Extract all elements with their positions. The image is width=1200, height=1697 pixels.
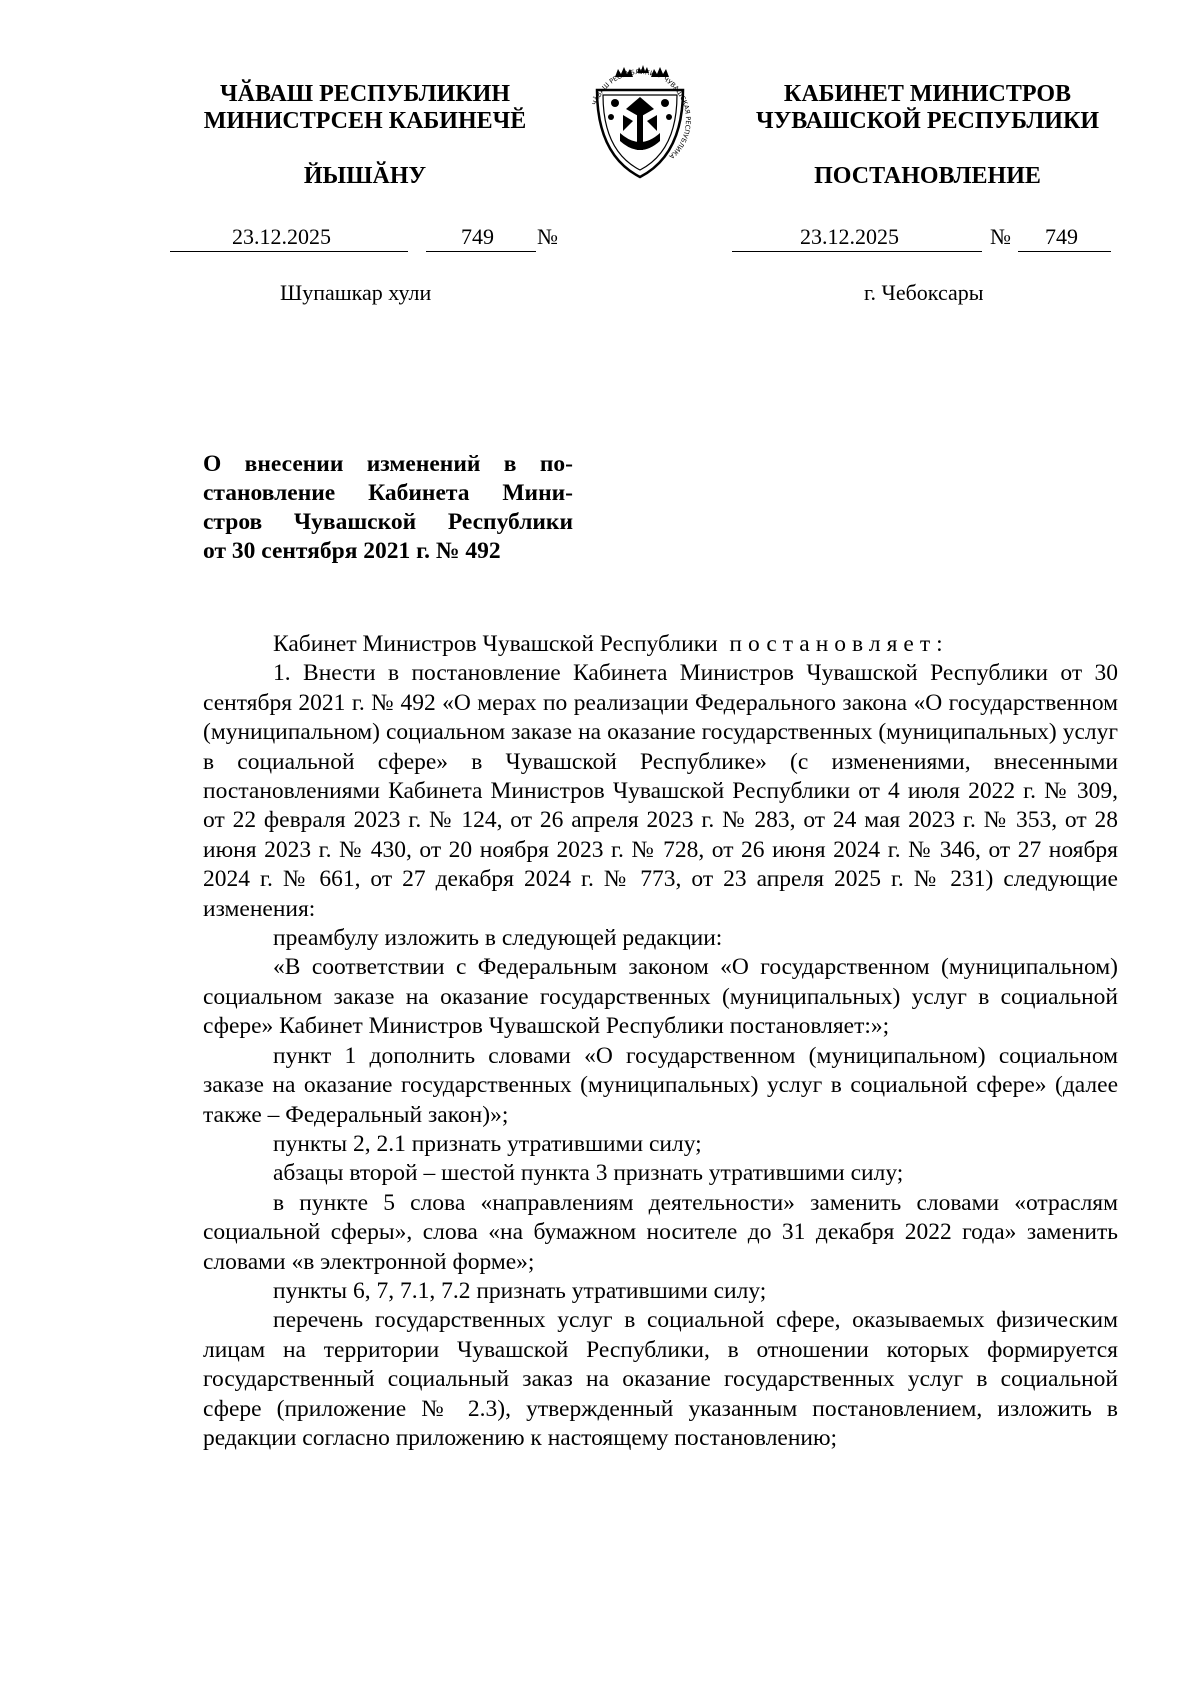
right-number: 749 xyxy=(1045,224,1078,249)
document-body xyxy=(203,630,1118,1453)
body-paragraph: пункты 6, 7, 7.1, 7.2 признать утратившими силу; xyxy=(273,1277,767,1304)
title-line3: стров Чувашской Республики xyxy=(203,509,573,535)
body-paragraph: в пункте 5 слова «направлениям деятельности» заменить словами «отраслям социальной сферы», слова «на бумажном носителе до 31 декабря 2022 года» заменить словами «в электронной форме»; xyxy=(203,1189,1118,1275)
header-right-title xyxy=(715,81,1140,135)
title-line4: от 30 сентября 2021 г. № 492 xyxy=(203,538,501,564)
left-date: 23.12.2025 xyxy=(232,224,331,249)
emblem-ring-text: ЧĂВАШ РЕСПУБЛИКИ ✦ ЧУВАШСКАЯ РЕСПУБЛИКА xyxy=(590,67,693,161)
right-date-underline xyxy=(732,251,982,252)
chuvash-emblem-icon xyxy=(575,55,705,185)
body-paragraph: абзацы второй – шестой пункта 3 признать утратившими силу; xyxy=(273,1160,904,1187)
intro-spaced: постановляет: xyxy=(729,631,949,657)
body-paragraph: пункты 2, 2.1 признать утратившими силу; xyxy=(273,1130,702,1157)
doc-type-left: ЙЫШӐНУ xyxy=(303,163,427,189)
header-right-line1: КАБИНЕТ МИНИСТРОВ xyxy=(783,81,1072,107)
right-number-underline xyxy=(1018,251,1111,252)
header-left-line1: ЧӐВАШ РЕСПУБЛИКИН xyxy=(220,81,510,107)
body-paragraph: преамбулу изложить в следующей редакции: xyxy=(273,925,723,952)
body-paragraph: перечень государственных услуг в социальной сфере, оказываемых физическим лицам на территории Чувашской Республики, в отношении которых формируется государственный социальный заказ на оказание государственных услуг в социальной сфере (приложение № 2.3), утвержденный указанным постановлением, изложить в редакции согласно приложению к настоящему постановлению; xyxy=(203,1307,1118,1451)
left-number-underline xyxy=(426,251,536,252)
place-right: г. Чебоксары xyxy=(864,280,984,305)
right-date: 23.12.2025 xyxy=(800,224,899,249)
document-title xyxy=(203,450,573,566)
header-left-line2: МИНИСТРСЕН КАБИНЕЧӖ xyxy=(203,108,527,134)
body-paragraph: пункт 1 дополнить словами «О государственном (муниципальном) социальном заказе на оказание государственных (муниципальных) услуг в социальной сфере» (далее также – Федеральный закон)»; xyxy=(203,1042,1118,1128)
header-right-line2: ЧУВАШСКОЙ РЕСПУБЛИКИ xyxy=(755,108,1100,134)
right-no-sign: № xyxy=(990,224,1011,249)
body-intro xyxy=(203,630,1118,659)
title-line2: становление Кабинета Мини- xyxy=(203,480,573,506)
doc-type-right: ПОСТАНОВЛЕНИЕ xyxy=(814,163,1041,189)
header-left-title xyxy=(160,81,570,135)
place-left: Шупашкар хули xyxy=(280,280,432,305)
left-date-underline xyxy=(170,251,408,252)
left-no-sign: № xyxy=(537,224,558,249)
title-line1: О внесении изменений в по- xyxy=(203,451,573,477)
intro-prefix: Кабинет Министров Чувашской Республики xyxy=(273,631,718,657)
left-number: 749 xyxy=(461,224,494,249)
body-paragraph: «В соответствии с Федеральным законом «О государственном (муниципальном) социальном заказе на оказание государственных (муниципальных) услуг в социальной сфере» Кабинет Министров Чувашской Республики постановляет:»; xyxy=(203,954,1118,1040)
body-paragraph: 1. Внести в постановление Кабинета Министров Чувашской Республики от 30 сентября 2021 г. № 492 «О мерах по реализации Федерального закона «О государственном (муниципальном) социальном заказе на оказание государственных (муниципальных) услуг в социальной сфере» в Чувашской Республике» (с изменениями, внесенными постановлениями Кабинета Министров Чувашской Республики от 4 июля 2022 г. № 309, от 22 февраля 2023 г. № 124, от 26 апреля 2023 г. № 283, от 24 мая 2023 г. № 353, от 28 июня 2023 г. № 430, от 20 ноября 2023 г. № 728, от 26 июня 2024 г. № 346, от 27 ноября 2024 г. № 661, от 27 декабря 2024 г. № 773, от 23 апреля 2025 г. № 231) следующие изменения: xyxy=(203,660,1118,922)
